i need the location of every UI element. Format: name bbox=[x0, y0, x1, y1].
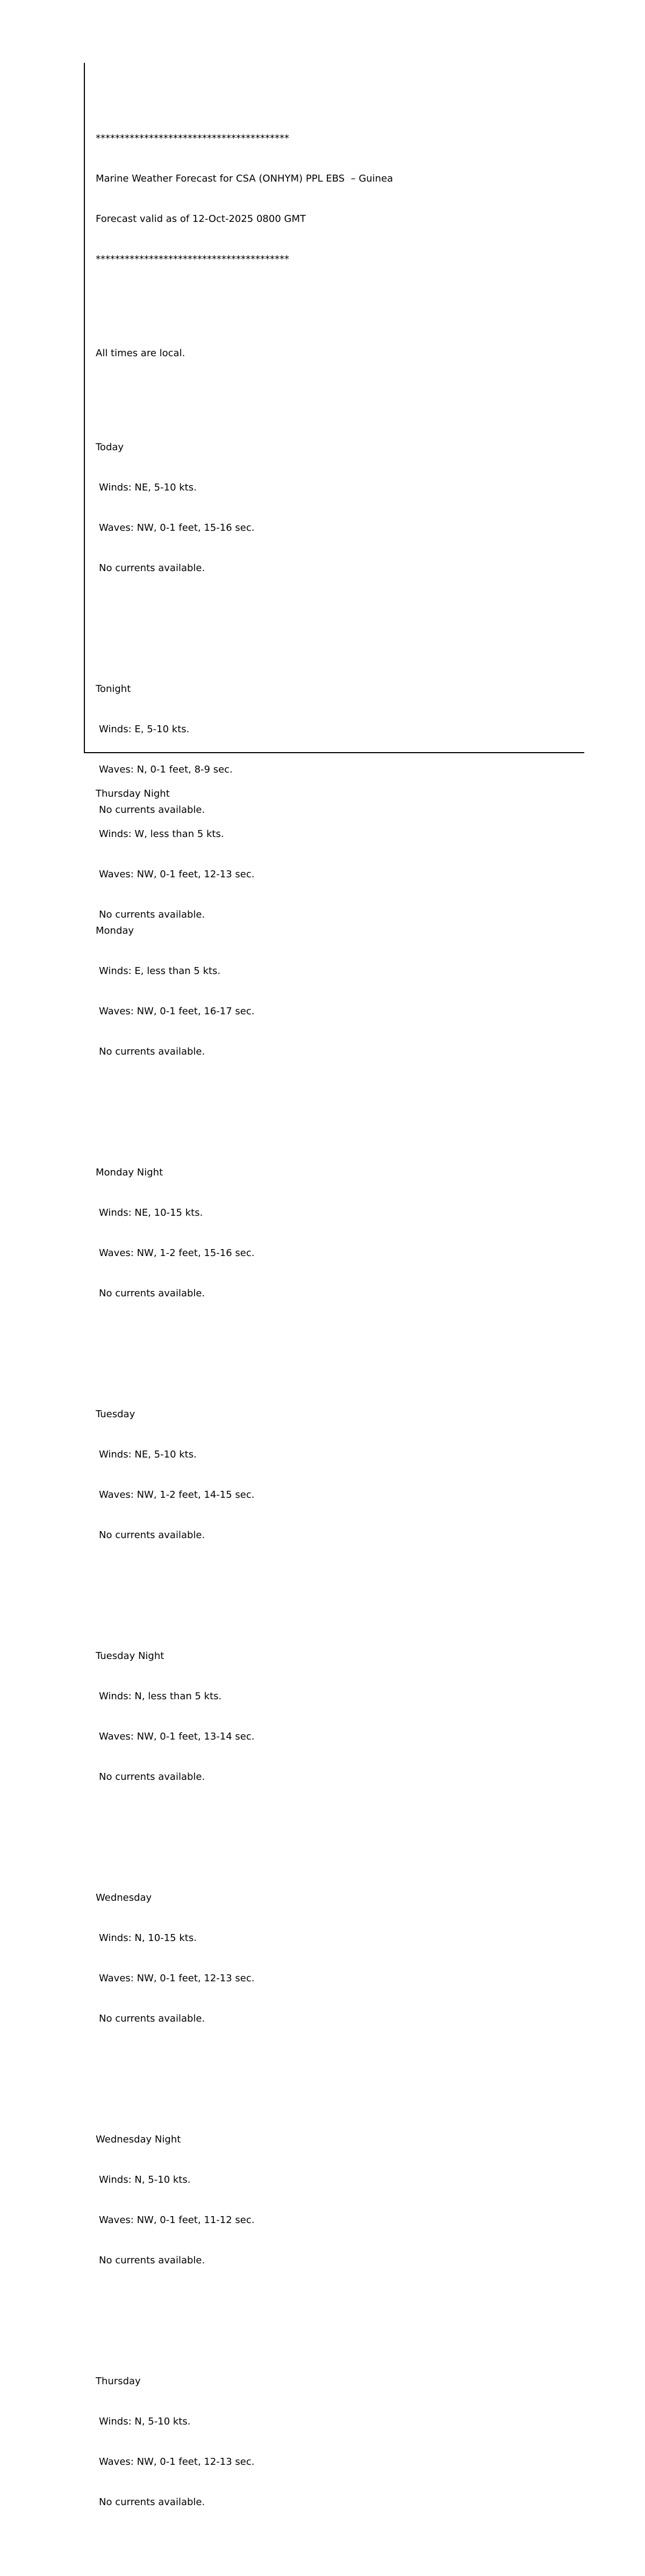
winds-line: Winds: N, less than 5 kts. bbox=[99, 1691, 222, 1702]
section-day-label: Today bbox=[96, 442, 124, 453]
waves-line: Waves: NW, 0-1 feet, 13-14 sec. bbox=[99, 1731, 255, 1742]
currents-line: No currents available. bbox=[99, 909, 205, 920]
forecast-section-monday-night bbox=[96, 1139, 584, 1327]
forecast-section-tuesday bbox=[96, 1381, 584, 1569]
section-day-label: Monday Night bbox=[96, 1167, 163, 1178]
waves-line: Waves: NW, 1-2 feet, 15-16 sec. bbox=[99, 1247, 255, 1259]
section-day-label: Wednesday Night bbox=[96, 2134, 181, 2145]
forecast-section-thursday-night bbox=[96, 760, 254, 948]
waves-line: Waves: NW, 0-1 feet, 11-12 sec. bbox=[99, 2214, 255, 2226]
winds-line: Winds: NE, 5-10 kts. bbox=[99, 1449, 197, 1460]
section-day-label: Monday bbox=[96, 925, 134, 936]
waves-line: Waves: NW, 0-1 feet, 12-13 sec. bbox=[99, 2456, 255, 2467]
waves-line: Waves: N, 0-1 feet, 8-9 sec. bbox=[99, 764, 233, 775]
section-day-label: Thursday bbox=[96, 2376, 141, 2387]
waves-line: Waves: NW, 0-1 feet, 12-13 sec. bbox=[99, 1973, 255, 1984]
separator-line: **************************************** bbox=[96, 133, 289, 144]
currents-line: No currents available. bbox=[99, 1771, 205, 1783]
forecast-section-thursday bbox=[96, 2348, 584, 2536]
forecast-valid-date: Forecast valid as of 12-Oct-2025 0800 GMT bbox=[96, 213, 306, 225]
waves-line: Waves: NW, 0-1 feet, 12-13 sec. bbox=[99, 869, 255, 880]
section-day-label: Wednesday bbox=[96, 1892, 152, 1903]
currents-line: No currents available. bbox=[99, 1046, 205, 1057]
waves-line: Waves: NW, 1-2 feet, 14-15 sec. bbox=[99, 1489, 255, 1500]
waves-line: Waves: NW, 0-1 feet, 15-16 sec. bbox=[99, 522, 255, 533]
winds-line: Winds: N, 10-15 kts. bbox=[99, 1932, 197, 1944]
forecast-section-today bbox=[96, 414, 584, 602]
currents-line: No currents available. bbox=[99, 804, 205, 816]
currents-line: No currents available. bbox=[99, 1288, 205, 1299]
winds-line: Winds: W, less than 5 kts. bbox=[99, 828, 224, 840]
currents-line: No currents available. bbox=[99, 1529, 205, 1541]
separator-line: **************************************** bbox=[96, 254, 289, 265]
forecast-title: Marine Weather Forecast for CSA (ONHYM) PPL EBS – Guinea bbox=[96, 173, 393, 184]
currents-line: No currents available. bbox=[99, 2013, 205, 2024]
section-day-label: Thursday Night bbox=[96, 788, 170, 799]
winds-line: Winds: N, 5-10 kts. bbox=[99, 2416, 191, 2427]
times-note: All times are local. bbox=[96, 348, 185, 359]
winds-line: Winds: N, 5-10 kts. bbox=[99, 2174, 191, 2185]
winds-line: Winds: E, 5-10 kts. bbox=[99, 724, 190, 735]
waves-line: Waves: NW, 0-1 feet, 16-17 sec. bbox=[99, 1006, 255, 1017]
section-day-label: Tonight bbox=[96, 683, 131, 695]
currents-line: No currents available. bbox=[99, 2496, 205, 2508]
forecast-header bbox=[96, 105, 584, 293]
forecast-section-wednesday bbox=[96, 1864, 584, 2052]
currents-line: No currents available. bbox=[99, 562, 205, 574]
forecast-text bbox=[85, 63, 584, 2576]
winds-line: Winds: NE, 10-15 kts. bbox=[99, 1207, 203, 1218]
currents-line: No currents available. bbox=[99, 2255, 205, 2266]
section-day-label: Tuesday bbox=[96, 1409, 135, 1420]
section-day-label: Tuesday Night bbox=[96, 1650, 164, 1662]
winds-line: Winds: E, less than 5 kts. bbox=[99, 965, 221, 977]
winds-line: Winds: NE, 5-10 kts. bbox=[99, 482, 197, 493]
forecast-section-wednesday-night bbox=[96, 2106, 584, 2294]
forecast-section-tuesday-night bbox=[96, 1622, 584, 1810]
